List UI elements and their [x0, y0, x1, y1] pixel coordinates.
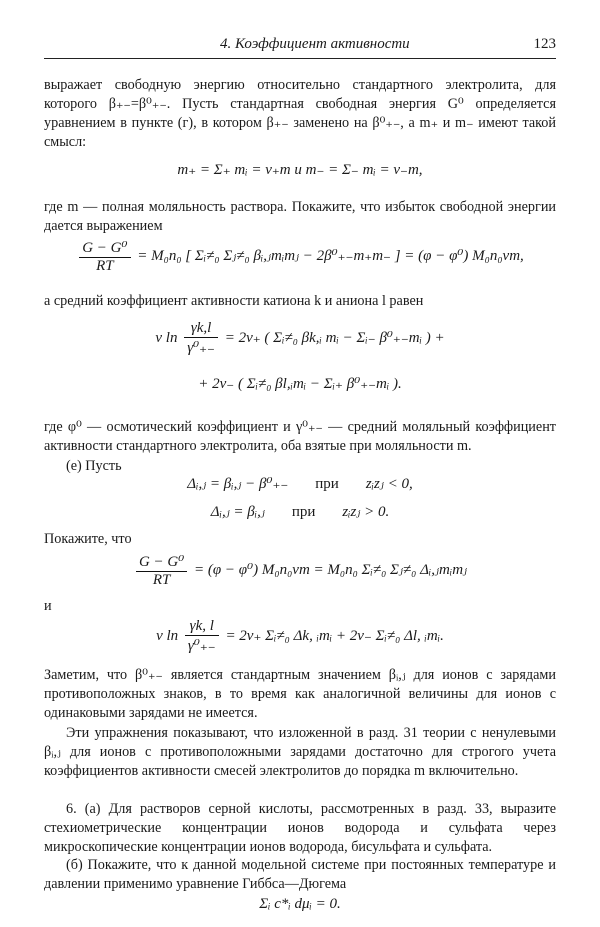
- paragraph: выражает свободную энергию относительно стандартного электролита, для которого β₊₋=β⁰₊₋. Пусть стандартная свободная энергия G⁰ определяется уравнением в пункте (г), в котором β₊₋ заменено на β⁰₊₋, а m₊ и m₋ имеют такой смысл:: [44, 77, 556, 150]
- paragraph: Эти упражнения показывают, что изложенной в разд. 31 теории с ненулевыми βᵢ,ⱼ для ионов с противоположными зарядами достаточно для строгого учета коэффициентов активности смесей электролитов до порядка m включительно.: [44, 725, 556, 779]
- paragraph: и: [44, 598, 52, 614]
- formula-m-plus-minus: m₊ = Σ₊ mᵢ = ν₊m и m₋ = Σ₋ mᵢ = ν₋m,: [177, 162, 423, 178]
- fraction: $\frac{\text{G − G⁰}}{RT}$: [79, 238, 130, 275]
- paragraph: а средний коэффициент активности катиона k и аниона l равен: [44, 293, 424, 309]
- exercise-6b: (б) Покажите, что к данной модельной системе при постоянных температуре и давлении применимо уравнение Гиббса—Дюгема: [44, 857, 556, 892]
- formula-activity-coefficient-line1: ν ln $\frac{\gamma k,l}{\text{γ⁰₊₋}}$ = 2ν₊ ( Σᵢ≠₀ βk,ᵢ mᵢ − Σᵢ₋ β⁰₊₋mᵢ ) +: [155, 320, 445, 356]
- fraction: $\frac{\text{G − G⁰}}{RT}$: [136, 552, 187, 589]
- formula-delta-definition-2: Δᵢ,ⱼ = βᵢ,ⱼ при zᵢzⱼ > 0.: [210, 504, 390, 520]
- exercise-6a: 6. (а) Для растворов серной кислоты, рассмотренных в разд. 33, выразите стехиометрические концентрации ионов водорода и сульфата через микроскопические концентрации ионов водорода, бисульфата и сульфата.: [44, 801, 556, 855]
- formula-delta-definition-1: Δᵢ,ⱼ = βᵢ,ⱼ − β⁰₊₋ при zᵢzⱼ < 0,: [187, 476, 413, 492]
- fraction: $\frac{\gamma k, l}{\text{γ⁰₊₋}}$: [185, 618, 219, 655]
- chapter-title: 4. Коэффициент активности: [220, 36, 410, 52]
- paragraph: где m — полная моляльность раствора. Покажите, что избыток свободной энергии дается выражением: [44, 199, 556, 234]
- paragraph: Покажите, что: [44, 531, 132, 547]
- running-header: [44, 36, 556, 59]
- paragraph: Заметим, что β⁰₊₋ является стандартным значением βᵢ,ⱼ для ионов с зарядами противоположных знаков, в то время как аналогичной величины для ионов с одинаковыми зарядами не имеется.: [44, 667, 556, 721]
- formula-activity-delta: ν ln $\frac{\gamma k, l}{\text{γ⁰₊₋}}$ = 2ν₊ Σᵢ≠₀ Δk, ᵢmᵢ + 2ν₋ Σᵢ≠₀ Δl, ᵢmᵢ.: [156, 618, 444, 654]
- formula-free-energy-delta: $\frac{\text{G − G⁰}}{RT}$ = (φ − φ⁰) M₀n₀νm = M₀n₀ Σᵢ≠₀ Σⱼ≠₀ Δᵢ,ⱼmᵢmⱼ: [44, 552, 556, 589]
- fraction: $\frac{\gamma k,l}{\text{γ⁰₊₋}}$: [184, 320, 218, 357]
- formula-activity-coefficient-line2: + 2ν₋ ( Σᵢ≠₀ βl,ᵢmᵢ − Σᵢ₊ β⁰₊₋mᵢ ).: [198, 376, 402, 392]
- formula-gibbs-duhem: Σᵢ c*ᵢ dμᵢ = 0.: [259, 896, 341, 912]
- formula-body: = M₀n₀ [ Σᵢ≠₀ Σⱼ≠₀ βᵢ,ⱼmᵢmⱼ − 2β⁰₊₋m₊m₋ ] = (φ − φ⁰) M₀n₀νm,: [137, 247, 524, 264]
- item-label: (е) Пусть: [66, 458, 122, 474]
- paragraph: где φ⁰ — осмотический коэффициент и γ⁰₊₋ — средний моляльный коэффициент активности стандартного электролита, оба взятые при моляльности m.: [44, 419, 556, 454]
- page-number: 123: [533, 36, 556, 52]
- formula-excess-free-energy: [44, 238, 556, 275]
